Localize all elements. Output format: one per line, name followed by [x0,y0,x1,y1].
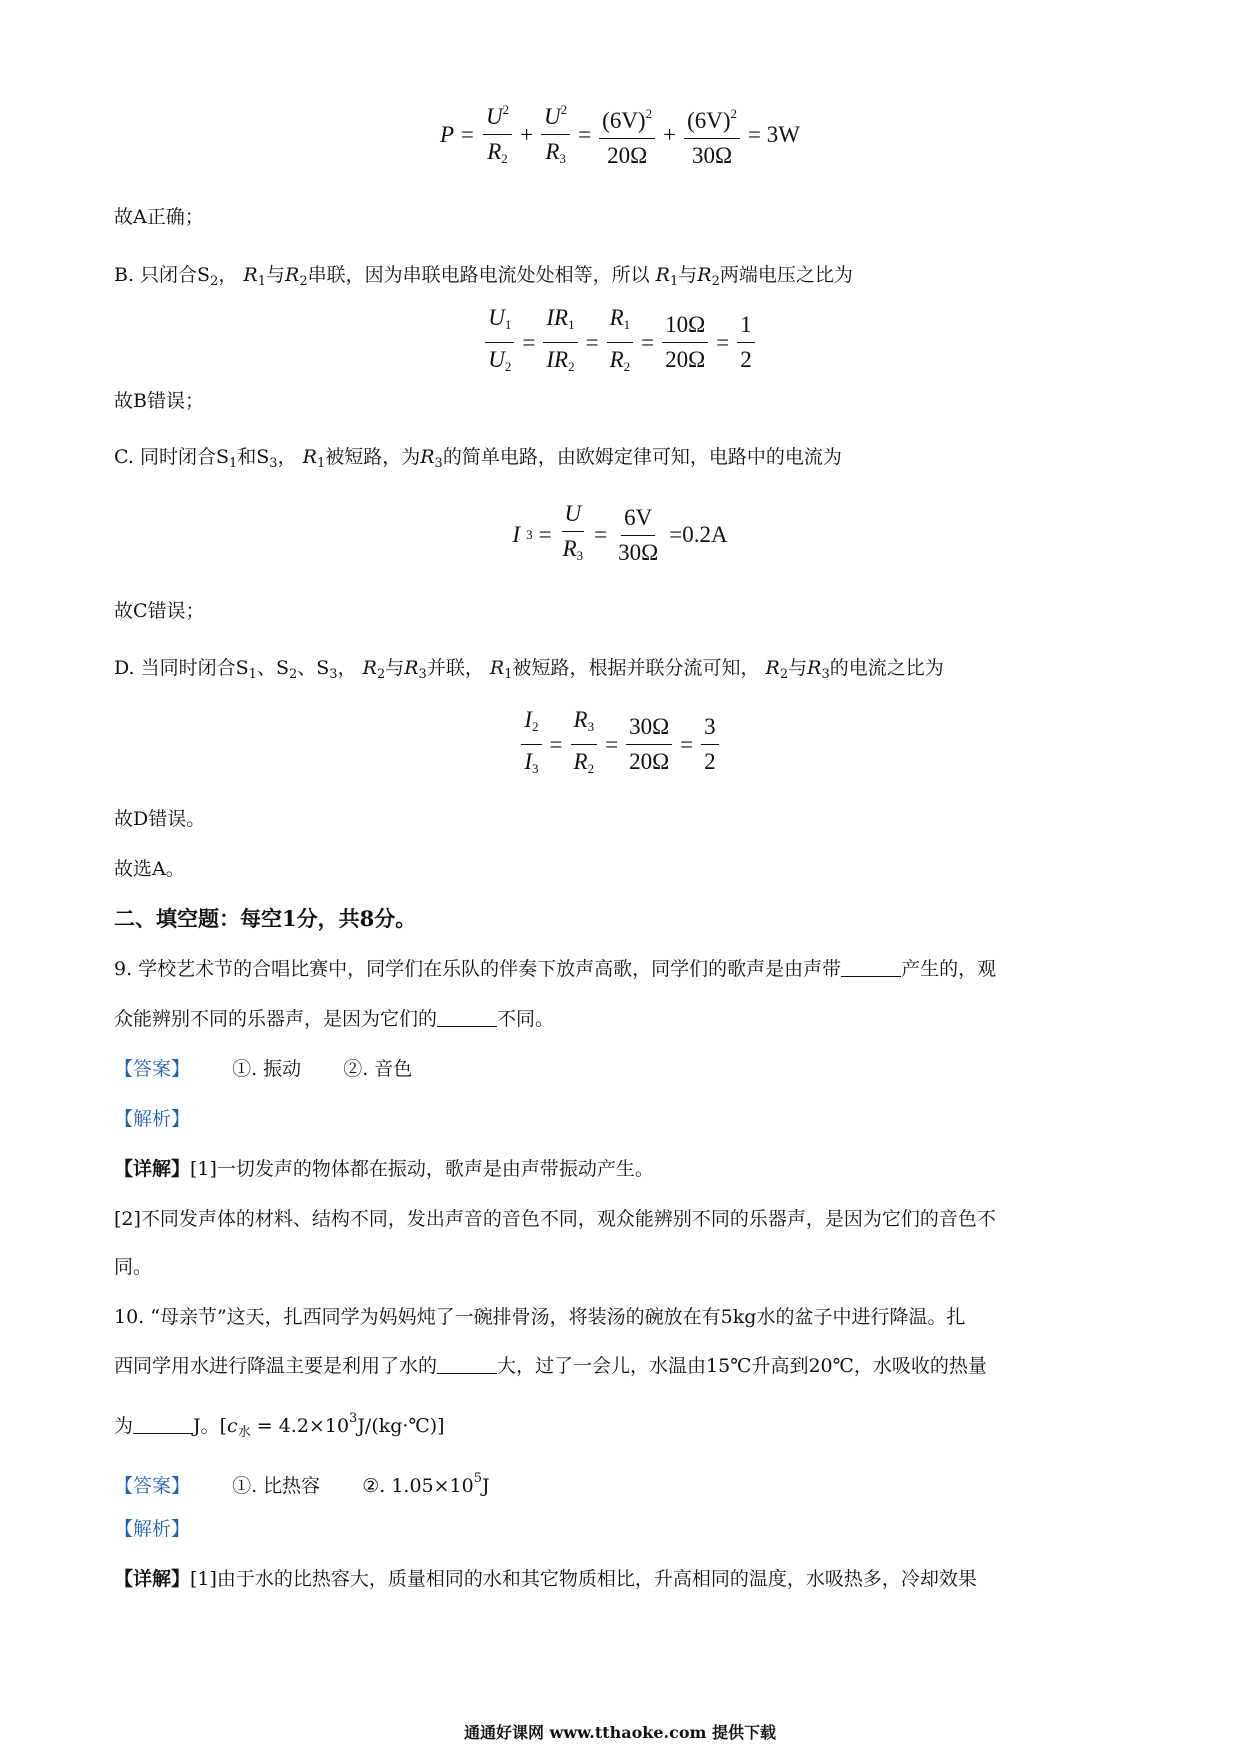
question-9-line-1: 9. 学校艺术节的合唱比赛中，同学们在乐队的伴奏下放声高歌，同学们的歌声是由声带 产生的，观 [114,958,997,980]
detail-label: 【详解】 [114,1158,191,1180]
section-heading: 二、填空题：每空1分，共8分。 [114,906,417,931]
line-option-d: D. 当同时闭合$S_1$、$S_2$、$S_3$， $R_2$与$R_3$并联， $R_1$被短路，根据并联分流可知， $R_2$与$R_3$的电流之比为 [114,657,944,682]
line-b-wrong: 故B错误； [114,390,204,412]
line-option-b: B. 只闭合$S_2$， $R_1$与$R_2$串联，因为串联电路电流处处相等，所以 $R_1$与$R_2$两端电压之比为 [114,264,853,289]
analysis-label: 【解析】 [114,1518,191,1540]
question-10-line-3: 为 J。[$c_水$ = $4.2\times 10^3J/(kg\cdot℃)$] [114,1411,445,1440]
equation-power: P = $\frac{U^2}{R_2}$ + $\frac{U^2}{R_3}$ = $\frac{(6V)^2}{20\Omega}$ + $\frac{(6V)^2}{30\Omega}$ = 3W [0,96,1240,173]
answer-1: ①. 振动 [232,1058,302,1080]
answer-2: ②. 音色 [343,1058,413,1080]
question-10-answer [114,1466,490,1499]
line-option-c: C. 同时闭合$S_1$和$S_3$， $R_1$被短路，为$R_3$的简单电路，由欧姆定律可知，电路中的电流为 [114,446,842,471]
answer-label: 【答案】 [114,1058,191,1080]
question-9-detail-3: 同。 [114,1256,153,1278]
answer-1: ①. 比热容 [232,1475,321,1497]
answer-blank[interactable] [437,1355,497,1374]
question-9-answer [114,1056,412,1082]
question-10-line-1: 10. “母亲节”这天，扎西同学为妈妈炖了一碗排骨汤，将装汤的碗放在有5kg水的盆子中进行降温。扎 [114,1306,966,1328]
question-10-line-2: 西同学用水进行降温主要是利用了水的 大，过了一会儿，水温由15℃升高到20℃，水吸收的热量 [114,1355,987,1377]
question-9-detail-2: [2]不同发声体的材料、结构不同，发出声音的音色不同，观众能辨别不同的乐器声，是因为它们的音色不 [114,1208,996,1230]
answer-blank[interactable] [841,958,901,977]
footer-watermark: 通通好课网 www.tthaoke.com 提供下载 [463,1723,777,1742]
eq-result: = 3W [748,121,800,147]
answer-blank[interactable] [437,1008,497,1027]
equation-ratio-b: $\frac{U_1}{U_2}$ = $\frac{IR_1}{IR_2}$ = $\frac{R_1}{R_2}$ = $\frac{10\Omega}{20\Omega}$ = $\frac{1}{2}$ [0,304,1240,381]
equation-current-c: I 3 = $\frac{U}{R_3}$ = $\frac{6V}{30\Omega}$ =0.2A [512,501,728,565]
answer-label: 【答案】 [114,1475,191,1497]
answer-2: ②. $1.05\times 10^5J$ [362,1471,490,1497]
question-9-detail-1: 【详解】[1]一切发声的物体都在振动，歌声是由声带振动产生。 [114,1158,654,1180]
line-c-wrong: 故C错误； [114,600,205,622]
fraction: $\frac{U^2}{R_2}$ [483,96,512,173]
line-a-correct: 故A正确； [114,206,204,228]
eq-lhs: P = [440,121,475,147]
detail-label: 【详解】 [114,1568,191,1590]
line-d-wrong: 故D错误。 [114,808,206,830]
question-10-detail-1: 【详解】[1]由于水的比热容大，质量相同的水和其它物质相比，升高相同的温度，水吸热多，冷却效果 [114,1568,977,1590]
question-9-line-2: 众能辨别不同的乐器声，是因为它们的 不同。 [114,1008,555,1030]
analysis-label: 【解析】 [114,1108,191,1130]
equation-ratio-d: $\frac{I_2}{I_3}$ = $\frac{R_3}{R_2}$ = $\frac{30\Omega}{20\Omega}$ = $\frac{3}{2}$ [0,706,1240,783]
question-10-analysis [114,1516,190,1542]
answer-blank[interactable] [133,1415,193,1434]
fraction: $\frac{U^2}{R_3}$ [541,96,570,173]
line-choose-answer: 故选A。 [114,858,185,880]
fraction: $\frac{(6V)^2}{30\Omega}$ [684,100,740,170]
fraction: $\frac{(6V)^2}{20\Omega}$ [599,100,655,170]
question-9-analysis [114,1106,190,1132]
